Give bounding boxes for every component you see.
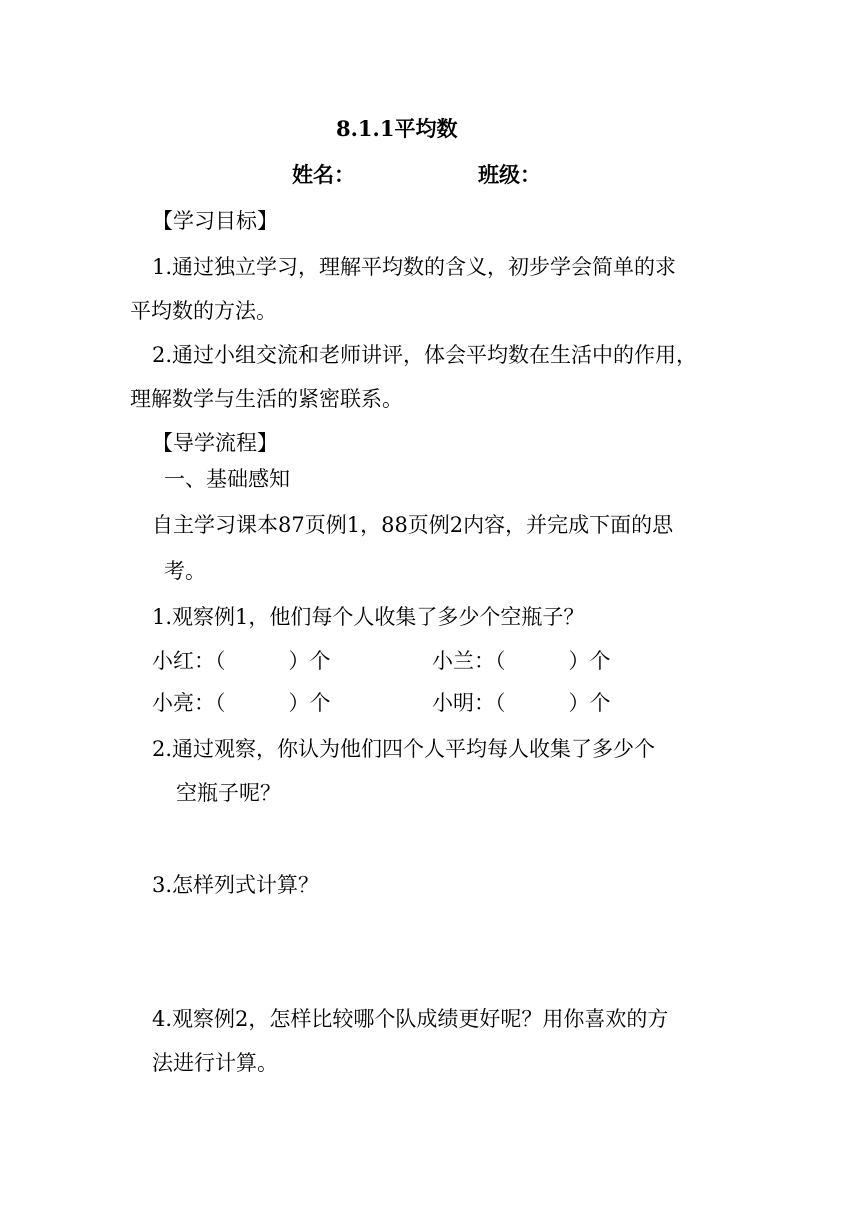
blank-xiaohong: 小红：（ ）个 bbox=[152, 649, 331, 673]
question-1: 1.观察例1，他们每个人收集了多少个空瓶子？ bbox=[152, 605, 585, 629]
objectives-heading: 【学习目标】 bbox=[152, 209, 278, 233]
objective-1-line-2: 平均数的方法。 bbox=[130, 299, 277, 323]
name-label: 姓名： bbox=[292, 162, 355, 187]
question-4-line-1: 4.观察例2，怎样比较哪个队成绩更好呢？用你喜欢的方 bbox=[152, 1007, 669, 1031]
intro-line-1: 自主学习课本87页例1，88页例2内容，并完成下面的思 bbox=[152, 513, 674, 537]
objective-2-line-1: 2.通过小组交流和老师讲评，体会平均数在生活中的作用， bbox=[152, 343, 698, 367]
page-title: 8.1.1平均数 bbox=[336, 116, 458, 141]
process-heading: 【导学流程】 bbox=[152, 431, 278, 455]
blank-xiaolan: 小兰：（ ）个 bbox=[432, 649, 611, 673]
question-4-line-2: 法进行计算。 bbox=[152, 1051, 278, 1075]
objective-2-line-2: 理解数学与生活的紧密联系。 bbox=[130, 387, 403, 411]
section-1-heading: 一、基础感知 bbox=[164, 467, 290, 491]
question-2-line-2: 空瓶子呢？ bbox=[176, 781, 281, 805]
blank-xiaoming: 小明：（ ）个 bbox=[432, 691, 611, 715]
class-label: 班级： bbox=[478, 162, 541, 187]
blank-xiaoliang: 小亮：（ ）个 bbox=[152, 691, 331, 715]
question-3: 3.怎样列式计算？ bbox=[152, 873, 320, 897]
intro-line-2: 考。 bbox=[164, 559, 206, 583]
objective-1-line-1: 1.通过独立学习，理解平均数的含义，初步学会简单的求 bbox=[152, 255, 677, 279]
question-2-line-1: 2.通过观察，你认为他们四个人平均每人收集了多少个 bbox=[152, 737, 656, 761]
